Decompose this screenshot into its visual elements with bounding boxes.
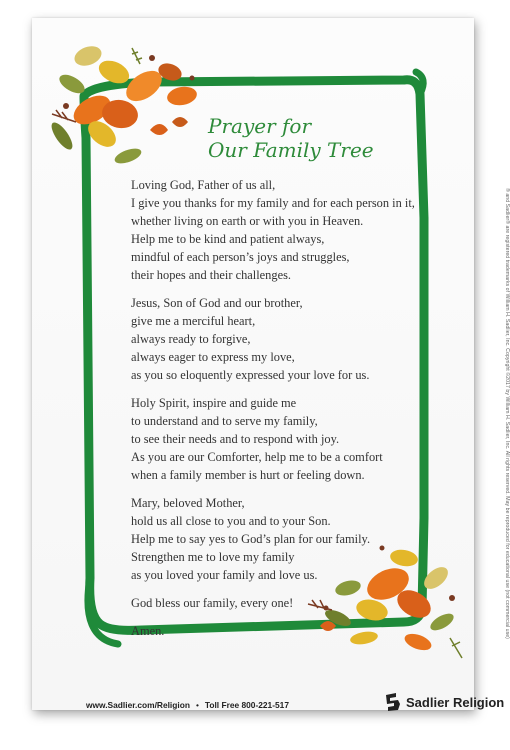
sadlier-logo: [384, 692, 504, 712]
prayer-line: whether living on earth or with you in Heaven.: [131, 214, 364, 228]
prayer-line: hold us all close to you and to your Son.: [131, 514, 331, 528]
website-link[interactable]: www.Sadlier.com/Religion: [86, 700, 190, 710]
stanza-father: [131, 176, 431, 284]
prayer-line: to understand and to serve my family,: [131, 414, 318, 428]
stanza-holy-spirit: [131, 394, 431, 484]
prayer-line: their hopes and their challenges.: [131, 268, 291, 282]
prayer-line: I give you thanks for my family and for each person in it,: [131, 196, 415, 210]
prayer-line: Jesus, Son of God and our brother,: [131, 296, 303, 310]
prayer-line: to see their needs and to respond with joy.: [131, 432, 340, 446]
leaf-cluster-top-left: [48, 43, 198, 167]
footer-contact: [86, 700, 289, 710]
prayer-line: always eager to express my love,: [131, 350, 295, 364]
amen-line: Amen.: [131, 624, 165, 638]
prayer-title: [208, 114, 418, 162]
prayer-line: give me a merciful heart,: [131, 314, 256, 328]
title-line-1: Prayer for: [208, 114, 311, 138]
prayer-line: Holy Spirit, inspire and guide me: [131, 396, 297, 410]
stanza-son: [131, 294, 431, 384]
copyright-note: ® and Sadlier® are registered trademarks of William H. Sadlier, Inc. Copyright ©2017 by William H. Sadlier, Inc. All rights reserved. May be reproduced for educational use (not commercial use): [504, 188, 510, 639]
prayer-line: always ready to forgive,: [131, 332, 251, 346]
stanza-mary: [131, 494, 431, 584]
prayer-line: mindful of each person’s joys and struggles,: [131, 250, 350, 264]
prayer-line: Loving God, Father of us all,: [131, 178, 276, 192]
prayer-line: when a family member is hurt or feeling down.: [131, 468, 365, 482]
brand-name: Sadlier Religion: [406, 694, 505, 710]
prayer-line: Mary, beloved Mother,: [131, 496, 245, 510]
blessing-line: God bless our family, every one!: [131, 596, 294, 610]
sadlier-s-logo-icon: [384, 692, 402, 712]
prayer-text: [131, 176, 431, 650]
prayer-line: Strengthen me to love my family: [131, 550, 295, 564]
prayer-line: As you are our Comforter, help me to be a comfort: [131, 450, 383, 464]
footer-separator: •: [195, 700, 199, 710]
prayer-line: as you so eloquently expressed your love for us.: [131, 368, 370, 382]
phone-number: Toll Free 800-221-517: [204, 700, 289, 710]
prayer-line: Help me to be kind and patient always,: [131, 232, 325, 246]
title-line-2: Our Family Tree: [208, 138, 374, 162]
prayer-line: as you loved your family and love us.: [131, 568, 318, 582]
prayer-line: Help me to say yes to God’s plan for our family.: [131, 532, 371, 546]
prayer-sheet: [32, 18, 510, 710]
